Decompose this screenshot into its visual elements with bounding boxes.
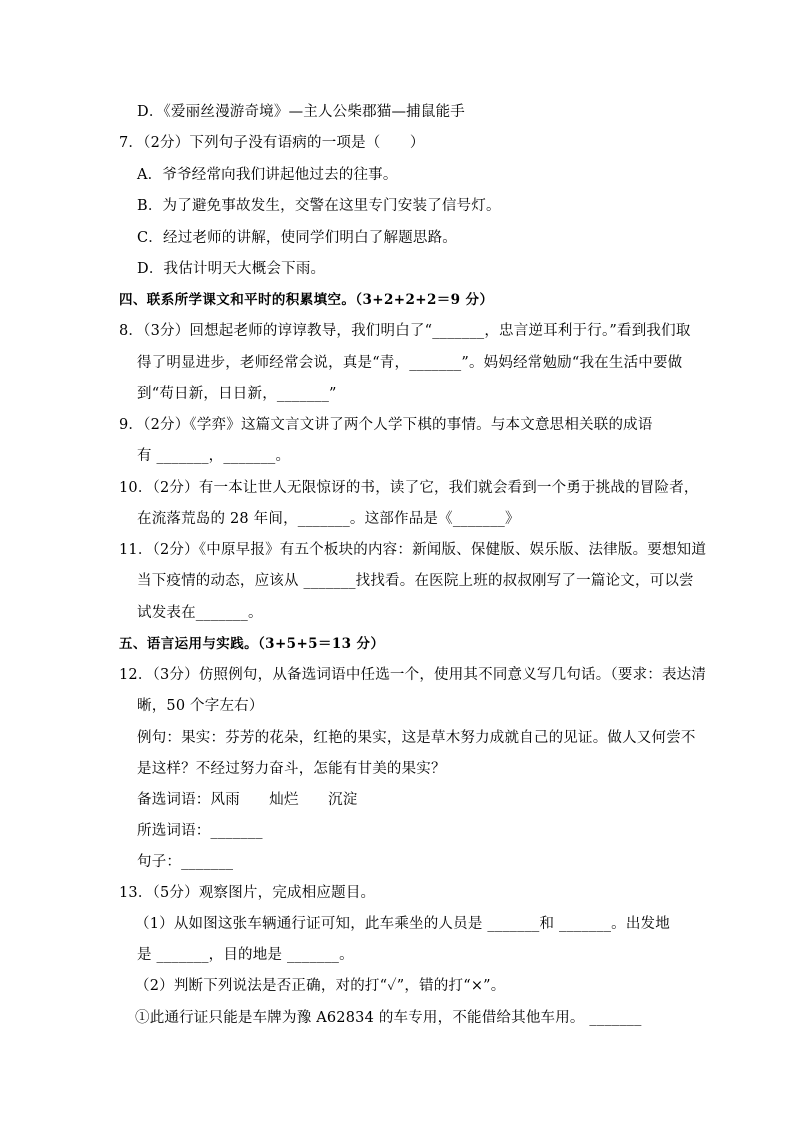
- question-12-example-1: 例句：果实：芬芳的花朵，红艳的果实，这是草木努力成就自己的见证。做人又何尝不: [137, 730, 696, 746]
- question-13-statement-1: ①此通行证只能是车牌为豫 A62834 的车专用，不能借给其他车用。 _______: [135, 1010, 642, 1026]
- question-7: 7．（2分）下列句子没有语病的一项是（ ）: [119, 135, 425, 151]
- question-11-line-1: 11．（2分）《中原早报》有五个板块的内容：新闻版、保健版、娱乐版、法律版。要想知道: [119, 542, 707, 558]
- question-10-line-1: 10．（2分）有一本让世人无限惊讶的书，读了它，我们就会看到一个勇于挑战的冒险者，: [119, 480, 699, 496]
- question-9-line-1: 9．（2分）《学弈》这篇文言文讲了两个人学下棋的事情。与本文意思相关联的成语: [119, 417, 653, 433]
- option-a-q7: A．爷爷经常向我们讲起他过去的往事。: [137, 167, 398, 183]
- section-heading-4: 四、联系所学课文和平时的积累填空。（3+2+2+2＝9 分）: [119, 292, 494, 308]
- question-12-example-2: 是这样？不经过努力奋斗，怎能有甘美的果实？: [137, 761, 446, 777]
- question-13-part-1-line-1: （1）从如图这张车辆通行证可知，此车乘坐的人员是 _______和 _______。出发地: [135, 916, 670, 932]
- question-8-line-1: 8．（3分）回想起老师的谆谆教导，我们明白了“_______，忠言逆耳利于行。”看到我们取: [119, 323, 691, 339]
- question-9-line-2: 有 _______，_______。: [137, 448, 291, 464]
- question-10-line-2: 在流落荒岛的 28 年间，_______。这部作品是《_______》: [137, 511, 520, 527]
- question-13-part-1-line-2: 是 _______，目的地是 _______。: [137, 947, 354, 963]
- question-13: 13．（5分）观察图片，完成相应题目。: [119, 885, 376, 901]
- option-b-q7: B．为了避免事故发生，交警在这里专门安装了信号灯。: [137, 198, 501, 214]
- section-heading-5: 五、语言运用与实践。（3+5+5＝13 分）: [119, 636, 385, 652]
- option-d-q7: D．我估计明天大概会下雨。: [137, 261, 326, 277]
- option-d-q6: D．《爱丽丝漫游奇境》—主人公柴郡猫—捕鼠能手: [137, 104, 465, 120]
- question-12-sentence: 句子：_______: [137, 854, 234, 870]
- question-13-part-2: （2）判断下列说法是否正确，对的打“✓”，错的打“×”。: [135, 978, 506, 994]
- question-8-line-3: 到“苟日新，日日新，_______”: [137, 386, 337, 402]
- question-12-line-1: 12．（3分）仿照例句，从备选词语中任选一个，使用其不同意义写几句话。（要求：表达清: [119, 667, 707, 683]
- question-12-word-options: 备选词语：风雨 灿烂 沉淀: [137, 792, 358, 808]
- question-8-line-2: 得了明显进步，老师经常会说，真是“青，_______”。妈妈经常勉励“我在生活中要做: [137, 355, 683, 371]
- question-11-line-2: 当下疫情的动态，应该从 _______找找看。在医院上班的叔叔刚写了一篇论文，可以尝: [137, 573, 694, 589]
- question-12-line-2: 晰，50 个字左右）: [137, 698, 264, 714]
- question-11-line-3: 试发表在_______。: [137, 605, 263, 621]
- question-12-selected-word: 所选词语：_______: [137, 823, 263, 839]
- option-c-q7: C．经过老师的讲解，使同学们明白了解题思路。: [137, 230, 457, 246]
